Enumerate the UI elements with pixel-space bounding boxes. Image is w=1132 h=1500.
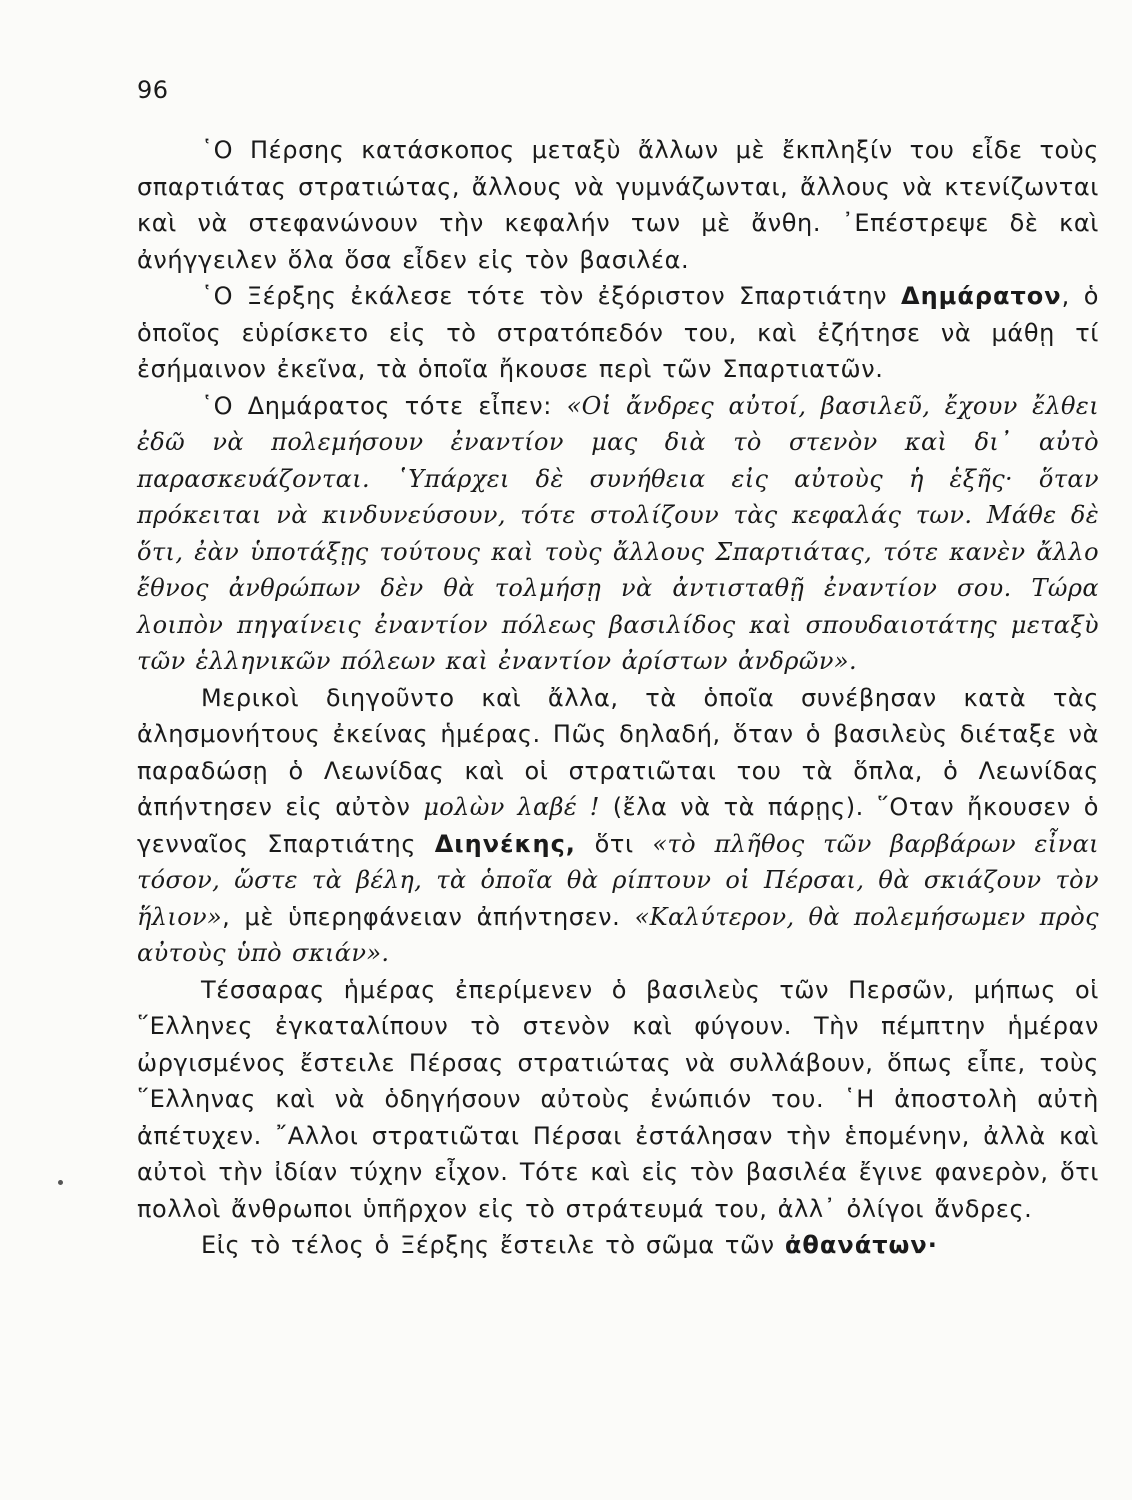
scan-speck [58,1180,63,1185]
italic-quote-arrows: «τὸ πλῆθος τῶν βαρβάρων εἶναι τόσον, ὥστε τὰ βέλη, τὰ ὁποῖα θὰ ρίπτουν οἱ Πέρσαι, θὰ σκιάζουν τὸν ἥλιον» [137,829,1099,931]
italic-molon-labe: μολὼν λαβέ ! [423,793,600,821]
text-run: ῾Ο Ξέρξης ἐκάλεσε τότε τὸν ἐξόριστον Σπαρτιάτην [201,282,902,310]
italic-quote-demaratus: «Οἱ ἄνδρες αὐτοί, βασιλεῦ, ἔχουν ἔλθει ἐδῶ νὰ πολεμήσουν ἐναντίον μας διὰ τὸ στενὸν καὶ δι᾿ αὐτὸ παρασκευάζονται. ῾Υπάρχει δὲ συνήθεια εἰς αὐτοὺς ἡ ἑξῆς· ὅταν πρόκειται νὰ κινδυνεύσουν, τότε στολίζουν τὰς κεφαλάς των. Μάθε δὲ ὅτι, ἐὰν ὑποτάξῃς τούτους καὶ τοὺς ἄλλους Σπαρτιάτας, τότε κανὲν ἄλλο ἔθνος ἀνθρώπων δὲν θὰ τολμήσῃ νὰ ἀντισταθῇ ἐναντίον σου. Τώρα λοιπὸν πηγαίνεις ἐναντίον πόλεως βασιλίδος καὶ σπουδαιοτάτης μεταξὺ τῶν ἑλληνικῶν πόλεων καὶ ἐναντίον ἀρίστων ἀνδρῶν». [137,391,1099,675]
page-number: 96 [137,76,169,104]
bold-name-dienekes: Διηνέκης, [434,829,576,858]
paragraph-molon-labe [137,680,1099,972]
text-run: Εἰς τὸ τέλος ὁ Ξέρξης ἔστειλε τὸ σῶμα τῶν [201,1231,785,1259]
bold-word-immortals: ἀθανάτων· [784,1231,938,1259]
paragraph-demaratus-speech [137,388,1099,680]
text-run: , μὲ ὑπερηφάνειαν ἀπήντησεν. [222,902,635,931]
text-run: ὅτι [575,829,653,858]
text-run: ῾Ο Δημάρατος τότε εἶπεν: [201,391,567,420]
bold-name-demaratus: Δημάρατον [901,282,1062,310]
paragraph-spy-report: ῾Ο Πέρσης κατάσκοπος μεταξὺ ἄλλων μὲ ἔκπληξίν του εἶδε τοὺς σπαρτιάτας στρατιώτας, ἄλλους νὰ γυμνάζωνται, ἄλλους νὰ κτενίζωνται καὶ νὰ στεφανώνουν τὴν κεφαλήν των μὲ ἄνθη. ᾿Επέστρεψε δὲ καὶ ἀνήγγειλεν ὅλα ὅσα εἶδεν εἰς τὸν βασιλέα. [137,136,1099,274]
paragraph-demaratus-summoned [137,278,1099,388]
body-text [137,132,1099,1264]
italic-quote-shade: «Καλύτερον, θὰ πολεμήσωμεν πρὸς αὐτοὺς ὑπὸ σκιάν». [137,902,1099,967]
paragraph-four-days: Τέσσαρας ἡμέρας ἐπερίμενεν ὁ βασιλεὺς τῶν Περσῶν, μήπως οἱ ῞Ελληνες ἐγκαταλίπουν τὸ στενὸν καὶ φύγουν. Τὴν πέμπτην ἡμέραν ὠργισμένος ἔστειλε Πέρσας στρατιώτας νὰ συλλάβουν, ὅπως εἶπε, τοὺς ῞Ελληνας καὶ νὰ ὁδηγήσουν αὐτοὺς ἐνώπιόν του. ῾Η ἀποστολὴ αὐτὴ ἀπέτυχεν. ῎Αλλοι στρατιῶται Πέρσαι ἐστάλησαν τὴν ἑπομένην, ἀλλὰ καὶ αὐτοὶ τὴν ἰδίαν τύχην εἶχον. Τότε καὶ εἰς τὸν βασιλέα ἔγινε φανερὸν, ὅτι πολλοὶ ἄνθρωποι ὑπῆρχον εἰς τὸ στράτευμά του, ἀλλ᾿ ὀλίγοι ἄνδρες. [137,975,1099,1223]
text-run: Μερικοὶ διηγοῦντο καὶ ἄλλα, τὰ ὁποῖα συνέβησαν κατὰ τὰς ἀλησμονήτους ἐκείνας ἡμέρας. Πῶς δηλαδή, ὅταν ὁ βασιλεὺς διέταξε νὰ παραδώσῃ ὁ Λεωνίδας καὶ οἱ στρατιῶται του τὰ ὅπλα, ὁ Λεωνίδας ἀπήντησεν εἰς αὐτὸν [137,683,1099,821]
paragraph-immortals [137,1227,1099,1264]
text-run: , ὁ ὁποῖος εὑρίσκετο εἰς τὸ στρατόπεδόν του, καὶ ἐζήτησε νὰ μάθῃ τί ἐσήμαινον ἐκεῖνα, τὰ ὁποῖα ἤκουσε περὶ τῶν Σπαρτιατῶν. [137,282,1099,383]
text-run: (ἔλα νὰ τὰ πάρῃς). ῞Οταν ἤκουσεν ὁ γενναῖος Σπαρτιάτης [137,793,1099,858]
